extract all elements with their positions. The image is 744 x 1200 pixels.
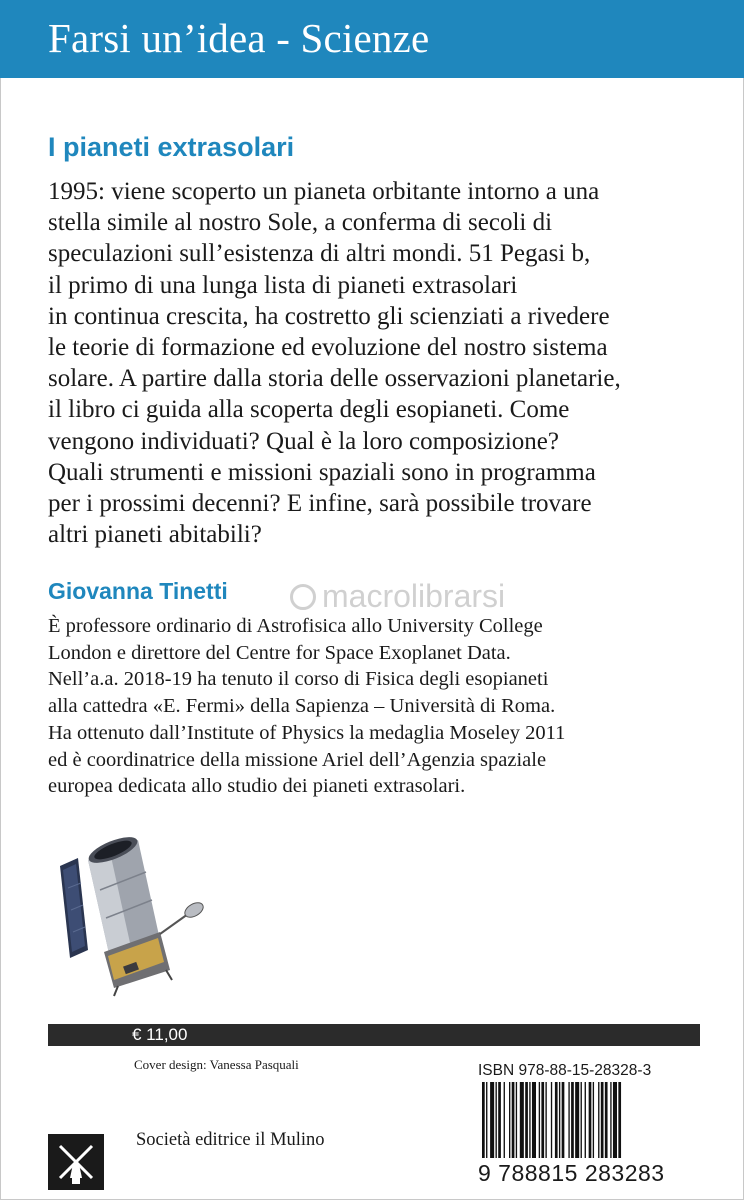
barcode-bar [482, 1082, 485, 1158]
barcode-bar [504, 1082, 505, 1158]
blurb-line: 1995: viene scoperto un pianeta orbitante intorno a una [48, 178, 600, 205]
cover-design-credit: Cover design: Vanessa Pasquali [134, 1057, 299, 1072]
blurb-line: le teorie di formazione ed evoluzione del nostro sistema [48, 334, 608, 362]
barcode [478, 1082, 700, 1158]
bio-line: ed è coordinatrice della missione Ariel dell’Agenzia spaziale [48, 748, 547, 771]
barcode-bar [562, 1082, 565, 1158]
author-bio [48, 613, 728, 800]
series-header [0, 0, 744, 78]
blurb-line: in continua crescita, ha costretto gli scienziati a rivedere [48, 302, 610, 330]
watermark-logo-icon [290, 584, 316, 610]
barcode-bar [541, 1082, 544, 1158]
bio-line: London e direttore del Centre for Space Exoplanet Data. [48, 641, 511, 664]
barcode-bar [520, 1082, 524, 1158]
barcode-bar [539, 1082, 540, 1158]
barcode-bar [568, 1082, 569, 1158]
barcode-bar [598, 1082, 599, 1158]
blurb-line: altri pianeti abitabili? [48, 521, 262, 549]
barcode-bar [551, 1082, 552, 1158]
barcode-bar [618, 1082, 621, 1158]
barcode-bar [555, 1082, 558, 1158]
blurb-line: Quali strumenti e missioni spaziali sono in programma [48, 458, 596, 486]
publisher-logo-icon [48, 1134, 104, 1190]
publisher-name: Società editrice il Mulino [136, 1130, 325, 1150]
blurb-line: vengono individuati? Qual è la loro composizione? [48, 427, 559, 455]
bio-line: Nell’a.a. 2018-19 ha tenuto il corso di Fisica degli esopianeti [48, 668, 549, 691]
barcode-bar [512, 1082, 515, 1158]
barcode-bar [532, 1082, 536, 1158]
blurb-line: per i prossimi decenni? E infine, sarà possibile trovare [48, 490, 592, 518]
barcode-bar [559, 1082, 560, 1158]
barcode-bar [610, 1082, 611, 1158]
bio-line: europea dedicata allo studio dei pianeti extrasolari. [48, 775, 466, 798]
blurb-line: solare. A partire dalla storia delle osservazioni planetarie, [48, 365, 621, 393]
barcode-bar [585, 1082, 586, 1158]
barcode-bar [593, 1082, 594, 1158]
bio-line: alla cattedra «E. Fermi» della Sapienza – Università di Roma. [48, 695, 556, 718]
isbn-label: ISBN 978-88-15-28328-3 [478, 1062, 652, 1079]
barcode-bar [529, 1082, 530, 1158]
blurb-line: il primo di una lunga lista di pianeti extrasolari [48, 271, 518, 299]
barcode-bar [486, 1082, 487, 1158]
barcode-digits: 9 788815 283283 [478, 1160, 665, 1186]
blurb-line: il libro ci guida alla scoperta degli esopianeti. Come [48, 396, 570, 424]
barcode-bar [490, 1082, 494, 1158]
price-bar [48, 1024, 700, 1046]
barcode-bar [496, 1082, 497, 1158]
blurb [48, 176, 728, 550]
space-telescope-illustration [48, 830, 218, 1000]
watermark [290, 578, 505, 615]
barcode-bar [581, 1082, 582, 1158]
barcode-bar [605, 1082, 608, 1158]
blurb-line: stella simile al nostro Sole, a conferma di secoli di [48, 209, 553, 237]
barcode-bar [545, 1082, 546, 1158]
barcode-bar [575, 1082, 579, 1158]
bio-line: È professore ordinario di Astrofisica allo University College [48, 615, 543, 637]
book-title: I pianeti extrasolari [48, 132, 295, 162]
barcode-bar [516, 1082, 517, 1158]
bio-line: Ha ottenuto dall’Institute of Physics la medaglia Moseley 2011 [48, 721, 566, 744]
barcode-bar [509, 1082, 510, 1158]
series-title: Farsi un’idea - Scienze [48, 15, 430, 61]
barcode-bar [613, 1082, 617, 1158]
barcode-bar [601, 1082, 604, 1158]
author-name: Giovanna Tinetti [48, 578, 228, 604]
barcode-bar [589, 1082, 592, 1158]
blurb-line: speculazioni sull’esistenza di altri mondi. 51 Pegasi b, [48, 240, 591, 268]
watermark-text: macrolibrarsi [322, 578, 506, 614]
barcode-bar [525, 1082, 528, 1158]
barcode-bar [498, 1082, 501, 1158]
barcode-bar [571, 1082, 574, 1158]
price: € 11,00 [132, 1025, 188, 1044]
